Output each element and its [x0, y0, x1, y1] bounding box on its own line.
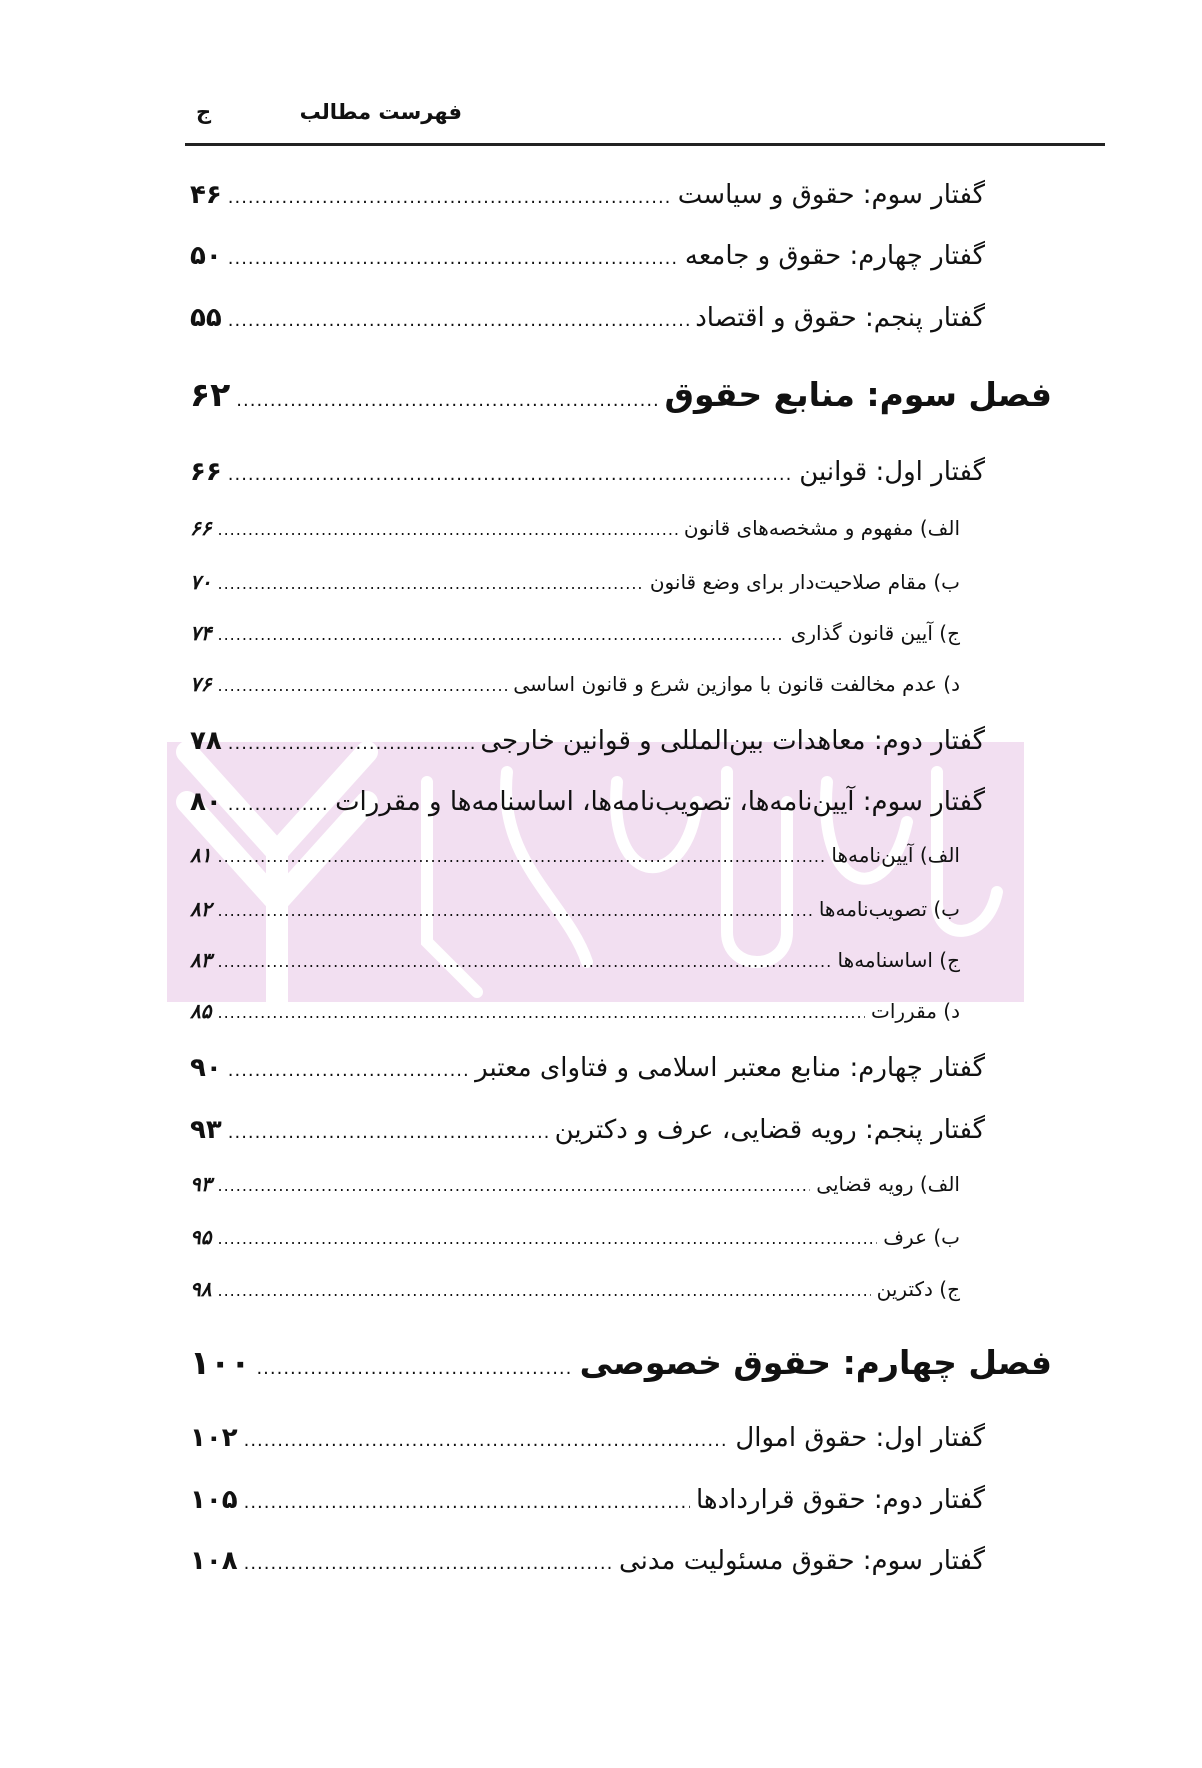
dot-leader [228, 248, 679, 269]
toc-page-number: ۹۳ [190, 1115, 222, 1145]
toc-entry-title: ب) مقام صلاحیت‌دار برای وضع قانون [649, 570, 960, 594]
toc-section-entry [190, 180, 985, 210]
toc-entry-title: گفتار پنجم: رویه قضایی، عرف و دکترین [554, 1115, 985, 1145]
toc-entry-title: گفتار سوم: حقوق مسئولیت مدنی [619, 1546, 985, 1576]
toc-subsection-entry [190, 570, 960, 594]
toc-entry-title: الف) مفهوم و مشخصه‌های قانون [683, 516, 960, 540]
header-title: فهرست مطالب [299, 100, 462, 124]
toc-page-number: ۴۶ [190, 180, 222, 210]
toc-entry-title: ج) دکترین [876, 1277, 960, 1301]
toc-entry-title: گفتار سوم: آیین‌نامه‌ها، تصویب‌نامه‌ها، اساسنامه‌ها و مقررات [335, 787, 985, 817]
toc-page-number: ۸۵ [190, 999, 212, 1023]
toc-section-entry [190, 1485, 985, 1515]
toc-page-number: ۸۱ [190, 843, 212, 867]
dot-leader [217, 574, 643, 593]
dot-leader [217, 1176, 810, 1195]
toc-chapter-heading [190, 1343, 1052, 1382]
toc-entry-title: گفتار پنجم: حقوق و اقتصاد [695, 303, 985, 333]
header-page-number: ج [196, 100, 212, 124]
dot-leader [228, 464, 793, 485]
toc-entry-title: الف) رویه قضایی [816, 1172, 960, 1196]
dot-leader [217, 625, 784, 644]
toc-section-entry [190, 787, 985, 817]
toc-page-number: ۱۰۲ [190, 1423, 238, 1453]
dot-leader [228, 733, 475, 754]
dot-leader [228, 187, 672, 208]
toc-entry-title: گفتار چهارم: حقوق و جامعه [684, 241, 985, 271]
dot-leader [244, 1553, 613, 1574]
toc-entry-title: گفتار سوم: حقوق و سیاست [677, 180, 985, 210]
dot-leader [217, 1003, 865, 1022]
toc-entry-title: فصل سوم: منابع حقوق [664, 375, 1052, 414]
toc-subsection-entry [190, 516, 960, 540]
dot-leader [217, 520, 677, 539]
dot-leader [228, 310, 689, 331]
toc-section-entry [190, 1115, 985, 1145]
toc-page-number: ۸۳ [190, 948, 212, 972]
toc-page-number: ۱۰۵ [190, 1485, 238, 1515]
dot-leader [236, 390, 658, 411]
toc-page-number: ۵۰ [190, 241, 222, 271]
dot-leader [217, 901, 812, 920]
toc-section-entry [190, 1053, 985, 1083]
toc-page-number: ۷۸ [190, 726, 222, 756]
toc-section-entry [190, 1546, 985, 1576]
toc-entry-title: د) عدم مخالفت قانون با موازین شرع و قانون اساسی [513, 672, 960, 696]
dot-leader [256, 1358, 573, 1379]
toc-entry-title: ج) آیین قانون گذاری [790, 621, 960, 645]
dot-leader [228, 794, 329, 815]
dot-leader [228, 1122, 549, 1143]
toc-subsection-entry [190, 1172, 960, 1196]
toc-entry-title: د) مقررات [871, 999, 960, 1023]
dot-leader [217, 847, 825, 866]
toc-entry-title: ج) اساسنامه‌ها [837, 948, 960, 972]
toc-section-entry [190, 1423, 985, 1453]
dot-leader [217, 952, 831, 971]
dot-leader [244, 1430, 730, 1451]
toc-section-entry [190, 241, 985, 271]
dot-leader [217, 1281, 870, 1300]
toc-page-number: ۷۶ [190, 672, 212, 696]
toc-page-number: ۱۰۰ [190, 1343, 251, 1382]
toc-subsection-entry [190, 897, 960, 921]
toc-page-number: ۶۶ [190, 457, 222, 487]
toc-page-number: ۵۵ [190, 303, 222, 333]
dot-leader [217, 1229, 877, 1248]
toc-subsection-entry [190, 948, 960, 972]
toc-entry-title: ب) عرف [883, 1225, 960, 1249]
toc-page-number: ۹۳ [190, 1172, 212, 1196]
toc-subsection-entry [190, 672, 960, 696]
toc-page-number: ۹۸ [190, 1277, 212, 1301]
toc-page-number: ۶۶ [190, 516, 212, 540]
toc-entry-title: الف) آیین‌نامه‌ها [831, 843, 960, 867]
toc-entry-title: گفتار اول: قوانین [799, 457, 985, 487]
toc-entry-title: گفتار دوم: معاهدات بین‌المللی و قوانین خارجی [480, 726, 985, 756]
toc-page-number: ۸۲ [190, 897, 212, 921]
toc-entry-title: فصل چهارم: حقوق خصوصی [579, 1343, 1052, 1382]
toc-chapter-heading [190, 375, 1052, 414]
toc-entry-title: گفتار دوم: حقوق قراردادها [695, 1485, 985, 1515]
toc-page-number: ۹۵ [190, 1225, 212, 1249]
header-rule [185, 143, 1105, 146]
toc-page-number: ۶۲ [190, 375, 231, 414]
toc-subsection-entry [190, 1225, 960, 1249]
toc-section-entry [190, 726, 985, 756]
toc-subsection-entry [190, 843, 960, 867]
toc-page-number: ۷۰ [190, 570, 212, 594]
dot-leader [217, 676, 507, 695]
toc-subsection-entry [190, 1277, 960, 1301]
toc-subsection-entry [190, 999, 960, 1023]
toc-entry-title: گفتار اول: حقوق اموال [735, 1423, 985, 1453]
toc-page-number: ۱۰۸ [190, 1546, 238, 1576]
toc-section-entry [190, 303, 985, 333]
dot-leader [244, 1492, 690, 1513]
toc-page-number: ۷۴ [190, 621, 212, 645]
toc-entry-title: ب) تصویب‌نامه‌ها [818, 897, 960, 921]
toc-section-entry [190, 457, 985, 487]
toc-subsection-entry [190, 621, 960, 645]
toc-entry-title: گفتار چهارم: منابع معتبر اسلامی و فتاوای معتبر [475, 1053, 985, 1083]
dot-leader [228, 1060, 469, 1081]
toc-page-number: ۸۰ [190, 787, 222, 817]
toc-page-number: ۹۰ [190, 1053, 222, 1083]
